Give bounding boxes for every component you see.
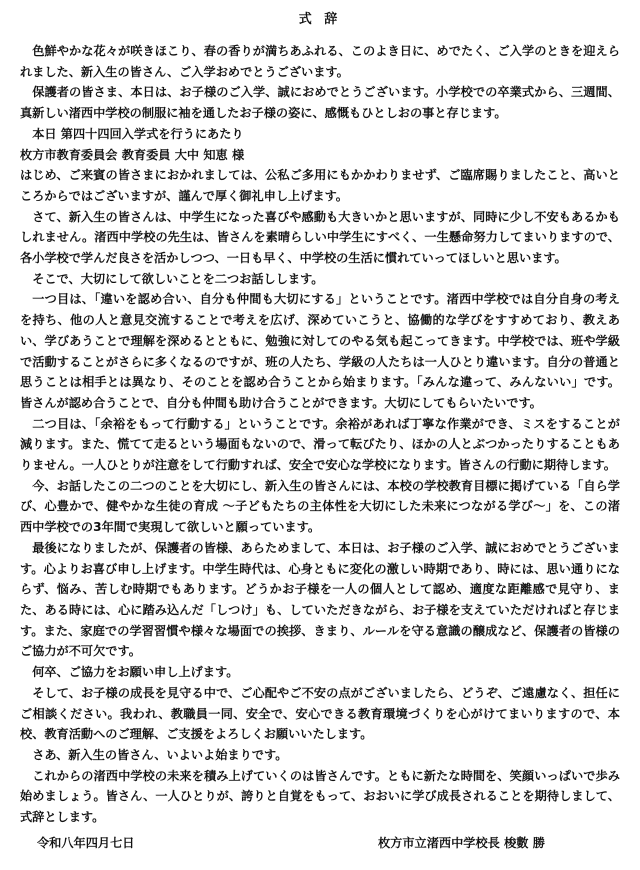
paragraph-consultation: そして、お子様の成長を見守る中で、ご心配やご不安の点がございましたら、どうぞ、ご遠慮なく、担任にご相談ください。我われ、教職員一同、安全で、安心できる教育環境づくりを心がけてまいりますので、本校、教育活動へのご理解、ご支援をよろしくお願いいたします。 [20,685,620,742]
paragraph-ceremony-intro: 本日 第四十四回入学式を行うにあたり [32,126,244,141]
paragraph-to-guardians: 最後になりましたが、保護者の皆様、あらためまして、本日は、お子様のご入学、誠におめでとうございます。心よりお喜び申し上げます。中学生時代は、心身ともに変化の激しい時期であり、時には、思い通りにならず、悩み、苦しむ時期でもあります。どうかお子様を一人の個人として認め、適度な距離感で見守り、また、ある時には、心に踏み込んだ「しつけ」も、していただきながら、お子様を支えていただければと存じます。また、家庭での学習習慣や様々な場面での挨拶、きまり、ルールを守る意識の醸成など、保護者の皆様のご協力が不可欠です。 [20,540,620,659]
paragraph-request: 何卒、ご協力をお願い申し上げます。 [32,665,239,680]
paragraph-second-point: 二つ目は、「余裕をもって行動する」ということです。余裕があれば丁寧な作業ができ、ミスをすることが減ります。また、慌てて走るという場面もないので、滑って転びたり、ほかの人とぶつかったりすることもありません。一人ひとりが注意をして行動すれば、安全で安心な学校になります。皆さんの行動に期待します。 [20,416,620,473]
paragraph-welcome: 色鮮やかな花々が咲きほこり、春の香りが満ちあふれる、このよき日に、めでたく、ご入学のときを迎えられました、新入生の皆さん、ご入学おめでとうございます。 [20,44,620,79]
paragraph-new-students: さて、新入生の皆さんは、中学生になった喜びや感動も大きいかと思いますが、同時に少し不安もあるかもしれません。渚西中学校の先生は、皆さんを素晴らしい中学生にすべく、一生懸命努力してまいりますので、各小学校で学んだ良さを活かしつつ、一日も早く、中学校の生活に慣れていってほしいと思います。 [20,209,620,266]
paragraph-school-goal: 今、お話したこの二つのことを大切にし、新入生の皆さんには、本校の学校教育目標に掲げている「自ら学び、心豊かで、健やかな生徒の育成 ～子どもたちの主体性を大切にした未来につながる学び～」を、この渚西中学校での3年間で実現して欲しいと願っています。 [20,478,620,535]
paragraph-two-things: そこで、大切にして欲しいことを二つお話しします。 [32,271,324,286]
document-body [20,41,620,828]
paragraph-closing: これからの渚西中学校の未来を積み上げていくのは皆さんです。ともに新たな時間を、笑顔いっぱいで歩み始めましょう。皆さん、一人ひとりが、誇りと自覚をもって、おおいに学び成長されることを期待しまして、式辞とします。 [20,768,620,825]
document-title: 式 辞 [298,12,342,27]
document-signature: 枚方市立渚西中学校長 梭數 勝 [378,836,545,850]
paragraph-guest-thanks: はじめ、ご来賓の皆さまにおかれましては、公私ご多用にもかかわりませず、ご臨席賜りましたこと、高いところからではございますが、謹んで厚く御礼申し上げます。 [20,168,620,203]
paragraph-beginning: さあ、新入生の皆さん、いよいよ始まりです。 [32,747,288,762]
paragraph-first-point: 一つ目は、「違いを認め合い、自分も仲間も大切にする」ということです。渚西中学校では自分自身の考えを持ち、他の人と意見交流することで考えを広げ、深めていこうと、協働的な学びをすすめており、教えあい、学びあうことで理解を深めるとともに、勉強に対してのやる気も起こってきます。中学校では、班や学級で活動することがさらに多くなるのですが、班の人たち、学級の人たちは一人ひとり違います。自分の普通と思うことは相手とは異なり、そのことを認め合うことから始まります。「みんな違って、みんないい」です。皆さんが認め合うことで、自分も仲間も助け合うことができます。大切にしてもらいたいです。 [20,292,620,410]
document-date: 令和八年四月七日 [37,836,135,850]
paragraph-guardians: 保護者の皆さま、本日は、お子様のご入学、誠におめでとうございます。小学校での卒業式から、三週間、真新しい渚西中学校の制服に袖を通したお子様の姿に、感慨もひとしおの事と存じます。 [20,85,620,121]
paragraph-guest-name: 枚方市教育委員会 教育委員 大中 知恵 様 [20,147,245,162]
